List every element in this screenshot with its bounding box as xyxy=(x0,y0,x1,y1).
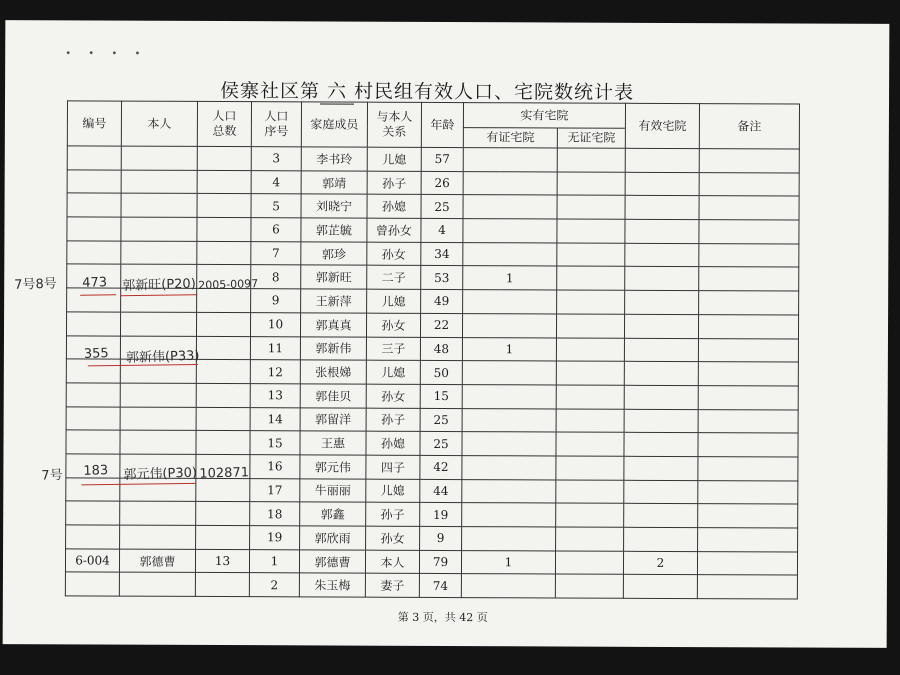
cell-house-nocert xyxy=(555,574,623,598)
cell-total xyxy=(196,502,250,526)
cell-house-valid xyxy=(625,243,699,267)
cell-house-nocert xyxy=(557,219,625,243)
cell-house-nocert xyxy=(556,432,624,456)
cell-relation: 四子 xyxy=(366,455,420,479)
cell-member: 郭德曹 xyxy=(299,550,365,574)
cell-total xyxy=(197,241,251,265)
cell-relation: 儿媳 xyxy=(366,360,420,384)
cell-age: 74 xyxy=(419,574,461,598)
cell-no xyxy=(67,146,121,170)
handwritten-note-left-3: 7号 xyxy=(41,467,63,484)
cell-total xyxy=(197,289,251,313)
table-row xyxy=(67,193,799,220)
table-row xyxy=(66,430,798,457)
cell-total xyxy=(196,360,250,384)
cell-relation: 孙女 xyxy=(366,313,420,337)
cell-age: 57 xyxy=(421,147,463,171)
cell-seq: 12 xyxy=(250,360,300,384)
cell-house-cert: 1 xyxy=(463,266,557,290)
table-row xyxy=(67,241,799,268)
cell-seq: 1 xyxy=(249,549,299,573)
cell-member: 郭新旺 xyxy=(301,265,367,289)
header-relation xyxy=(367,102,421,147)
cell-no xyxy=(67,288,121,312)
header-total xyxy=(197,101,251,146)
cell-house-valid xyxy=(624,314,698,338)
cell-member: 郭新伟 xyxy=(300,336,366,360)
cell-house-cert xyxy=(462,479,556,503)
cell-no xyxy=(66,383,120,407)
title-suffix: 村民组有效人口、宅院数统计表 xyxy=(354,80,635,104)
cell-relation: 儿媳 xyxy=(367,147,421,171)
cell-age: 48 xyxy=(420,337,462,361)
cell-member: 郭佳贝 xyxy=(300,384,366,408)
cell-house-cert xyxy=(463,219,557,243)
cell-no xyxy=(67,217,121,241)
cell-self xyxy=(121,241,197,265)
table-row xyxy=(65,572,797,599)
cell-self xyxy=(121,193,197,217)
cell-total xyxy=(196,336,250,360)
cell-no xyxy=(66,312,120,336)
cell-house-valid xyxy=(624,338,698,362)
cell-age: 25 xyxy=(421,195,463,219)
cell-total xyxy=(197,217,251,241)
cell-self xyxy=(121,170,197,194)
cell-no xyxy=(66,359,120,383)
cell-remark xyxy=(698,314,798,338)
handwritten-note-total-1: 2005-0097 xyxy=(198,277,259,292)
cell-age: 50 xyxy=(420,361,462,385)
cell-self xyxy=(119,572,195,596)
cell-house-cert xyxy=(462,384,556,408)
cell-member: 郭靖 xyxy=(301,171,367,195)
cell-seq: 14 xyxy=(250,407,300,431)
header-age: 年龄 xyxy=(421,102,463,147)
cell-no xyxy=(67,170,121,194)
cell-remark xyxy=(698,528,798,552)
cell-house-valid xyxy=(623,575,697,599)
cell-remark xyxy=(699,291,799,315)
cell-total xyxy=(196,525,250,549)
cell-house-cert xyxy=(463,148,557,172)
cell-member: 刘晓宁 xyxy=(301,194,367,218)
header-row xyxy=(67,101,799,129)
cell-member: 郭真真 xyxy=(300,313,366,337)
cell-house-nocert xyxy=(556,527,624,551)
cell-age: 22 xyxy=(420,313,462,337)
cell-member: 郭欣雨 xyxy=(300,526,366,550)
cell-age: 9 xyxy=(420,526,462,550)
handwritten-note-left-1: 7号8号 xyxy=(14,276,58,293)
cell-total xyxy=(196,383,250,407)
cell-house-valid xyxy=(624,504,698,528)
cell-member: 郭芷毓 xyxy=(301,218,367,242)
cell-remark xyxy=(697,575,797,599)
cell-relation: 孙媳 xyxy=(367,195,421,219)
cell-house-cert xyxy=(462,456,556,480)
cell-total: 13 xyxy=(195,549,249,573)
table-row xyxy=(66,525,798,552)
header-seq xyxy=(251,102,301,147)
cell-age: 25 xyxy=(420,432,462,456)
cell-remark xyxy=(699,243,799,267)
cell-house-cert xyxy=(462,313,556,337)
table-row xyxy=(66,477,798,504)
cell-remark xyxy=(698,504,798,528)
cell-house-nocert xyxy=(557,148,625,172)
table-row xyxy=(66,406,798,433)
header-member: 家庭成员 xyxy=(301,102,367,147)
cell-remark xyxy=(699,196,799,220)
cell-no xyxy=(66,525,120,549)
cell-remark xyxy=(698,409,798,433)
punch-marks: • • • • xyxy=(65,48,148,60)
cell-remark xyxy=(699,149,799,173)
cell-remark xyxy=(697,551,797,575)
cell-relation: 孙媳 xyxy=(366,431,420,455)
cell-house-nocert xyxy=(556,456,624,480)
table-row xyxy=(66,501,798,528)
cell-seq: 15 xyxy=(250,431,300,455)
cell-house-nocert xyxy=(556,314,624,338)
cell-house-valid xyxy=(625,172,699,196)
cell-total xyxy=(196,407,250,431)
table-row xyxy=(66,312,798,339)
cell-seq: 19 xyxy=(250,526,300,550)
cell-member: 郭鑫 xyxy=(300,502,366,526)
cell-house-cert xyxy=(463,195,557,219)
cell-house-cert xyxy=(461,574,555,598)
handwritten-note-no-1: 473 xyxy=(81,275,108,291)
cell-age: 25 xyxy=(420,408,462,432)
cell-no xyxy=(66,406,120,430)
cell-seq: 6 xyxy=(251,218,301,242)
cell-house-nocert xyxy=(557,290,625,314)
cell-age: 26 xyxy=(421,171,463,195)
cell-house-valid xyxy=(624,433,698,457)
cell-age: 15 xyxy=(420,384,462,408)
cell-self xyxy=(121,217,197,241)
cell-age: 79 xyxy=(419,550,461,574)
cell-member: 李书玲 xyxy=(301,147,367,171)
handwritten-note-total-3: 102871 xyxy=(199,465,250,482)
cell-house-nocert xyxy=(556,409,624,433)
cell-seq: 5 xyxy=(251,194,301,218)
cell-house-valid xyxy=(624,527,698,551)
cell-seq: 9 xyxy=(251,289,301,313)
cell-house-valid xyxy=(624,385,698,409)
cell-seq: 13 xyxy=(250,384,300,408)
cell-remark xyxy=(698,385,798,409)
cell-member: 王新萍 xyxy=(301,289,367,313)
cell-relation: 孙女 xyxy=(366,384,420,408)
title-prefix: 侯寨社区第 xyxy=(220,80,321,103)
header-house-actual: 实有宅院 xyxy=(463,103,625,129)
header-self: 本人 xyxy=(121,101,197,146)
table-row xyxy=(67,217,799,244)
cell-relation: 曾孙女 xyxy=(367,218,421,242)
cell-house-nocert xyxy=(556,385,624,409)
header-house-nocert: 无证宅院 xyxy=(557,128,625,148)
cell-house-nocert xyxy=(556,503,624,527)
cell-no xyxy=(67,241,121,265)
cell-house-valid xyxy=(625,290,699,314)
cell-member: 王惠 xyxy=(300,431,366,455)
cell-house-nocert xyxy=(557,195,625,219)
cell-self xyxy=(120,407,196,431)
cell-total xyxy=(195,573,249,597)
cell-relation: 孙子 xyxy=(366,408,420,432)
cell-no xyxy=(66,430,120,454)
cell-seq: 8 xyxy=(251,265,301,289)
cell-house-valid xyxy=(625,148,699,172)
cell-seq: 10 xyxy=(250,312,300,336)
cell-member: 牛丽丽 xyxy=(300,478,366,502)
cell-house-cert: 1 xyxy=(461,550,555,574)
cell-age: 44 xyxy=(420,479,462,503)
cell-house-valid xyxy=(624,409,698,433)
cell-house-valid xyxy=(625,267,699,291)
cell-remark xyxy=(698,362,798,386)
cell-age: 4 xyxy=(421,218,463,242)
cell-relation: 孙子 xyxy=(367,171,421,195)
cell-remark xyxy=(698,433,798,457)
cell-seq: 2 xyxy=(249,573,299,597)
cell-seq: 17 xyxy=(250,478,300,502)
cell-self xyxy=(120,383,196,407)
cell-house-valid xyxy=(625,219,699,243)
cell-relation: 妻子 xyxy=(365,574,419,598)
handwritten-note-name-1: 郭新旺(P20) xyxy=(122,276,197,294)
cell-self xyxy=(120,312,196,336)
header-house-valid: 有效宅院 xyxy=(625,103,699,148)
handwritten-note-name-3: 郭元伟(P30) xyxy=(123,465,198,483)
cell-house-cert xyxy=(463,290,557,314)
cell-seq: 18 xyxy=(250,502,300,526)
cell-no xyxy=(67,193,121,217)
cell-house-nocert xyxy=(557,266,625,290)
cell-total xyxy=(196,312,250,336)
cell-total xyxy=(196,431,250,455)
cell-member: 郭元伟 xyxy=(300,455,366,479)
cell-house-nocert xyxy=(557,243,625,267)
cell-remark xyxy=(698,457,798,481)
cell-relation: 二子 xyxy=(367,266,421,290)
cell-remark xyxy=(699,220,799,244)
cell-house-cert xyxy=(462,361,556,385)
cell-seq: 3 xyxy=(251,147,301,171)
cell-member: 朱玉梅 xyxy=(299,573,365,597)
cell-house-cert xyxy=(463,242,557,266)
cell-member: 郭珍 xyxy=(301,242,367,266)
cell-seq: 16 xyxy=(250,455,300,479)
cell-self xyxy=(120,525,196,549)
cell-house-cert xyxy=(462,432,556,456)
cell-house-cert xyxy=(462,408,556,432)
cell-relation: 孙女 xyxy=(367,242,421,266)
cell-age: 53 xyxy=(421,266,463,290)
cell-remark xyxy=(699,172,799,196)
page-footer: 第 3 页，共 42 页 xyxy=(397,610,488,625)
handwritten-note-name-2: 郭新伟(P33) xyxy=(125,348,200,366)
handwritten-note-no-3: 183 xyxy=(83,463,109,479)
table-row xyxy=(66,383,798,410)
cell-house-cert xyxy=(462,503,556,527)
cell-relation: 儿媳 xyxy=(366,479,420,503)
cell-house-cert xyxy=(462,527,556,551)
handwritten-note-no-2: 355 xyxy=(83,346,109,362)
cell-house-valid xyxy=(625,196,699,220)
cell-house-valid: 2 xyxy=(623,551,697,575)
cell-self xyxy=(120,430,196,454)
cell-house-valid xyxy=(624,456,698,480)
cell-seq: 4 xyxy=(251,170,301,194)
cell-total xyxy=(197,146,251,170)
cell-house-cert: 1 xyxy=(462,337,556,361)
table-row xyxy=(67,170,799,197)
cell-house-cert xyxy=(463,171,557,195)
cell-remark xyxy=(698,480,798,504)
cell-self: 郭德曹 xyxy=(119,549,195,573)
header-seq-text: 人口 序号 xyxy=(264,109,289,139)
cell-no xyxy=(65,572,119,596)
cell-house-valid xyxy=(624,480,698,504)
cell-relation: 本人 xyxy=(365,550,419,574)
cell-remark xyxy=(698,338,798,362)
cell-total xyxy=(197,170,251,194)
cell-house-nocert xyxy=(555,551,623,575)
header-no: 编号 xyxy=(67,101,121,146)
header-remark: 备注 xyxy=(699,104,799,149)
cell-age: 42 xyxy=(420,455,462,479)
cell-member: 郭留洋 xyxy=(300,407,366,431)
cell-house-nocert xyxy=(556,337,624,361)
cell-house-valid xyxy=(624,361,698,385)
cell-relation: 儿媳 xyxy=(367,289,421,313)
table-row xyxy=(67,146,799,173)
cell-relation: 三子 xyxy=(366,337,420,361)
cell-age: 34 xyxy=(421,242,463,266)
cell-no xyxy=(66,501,120,525)
cell-age: 49 xyxy=(421,290,463,314)
cell-member: 张根娣 xyxy=(300,360,366,384)
cell-relation: 孙女 xyxy=(366,526,420,550)
cell-house-nocert xyxy=(557,172,625,196)
header-house-cert: 有证宅院 xyxy=(463,128,557,148)
header-relation-text: 与本人 关系 xyxy=(376,109,413,139)
header-total-text: 人口 总数 xyxy=(212,108,237,139)
cell-self xyxy=(121,146,197,170)
cell-age: 19 xyxy=(420,503,462,527)
cell-seq: 7 xyxy=(251,241,301,265)
cell-house-nocert xyxy=(556,480,624,504)
cell-self xyxy=(120,501,196,525)
cell-seq: 11 xyxy=(250,336,300,360)
title-group-number: 六 xyxy=(320,76,354,104)
cell-remark xyxy=(699,267,799,291)
cell-no: 6-004 xyxy=(65,549,119,573)
document-page xyxy=(3,20,890,648)
cell-no xyxy=(66,477,120,501)
cell-house-nocert xyxy=(556,361,624,385)
cell-relation: 孙子 xyxy=(366,502,420,526)
cell-total xyxy=(197,194,251,218)
table-row xyxy=(65,549,797,576)
